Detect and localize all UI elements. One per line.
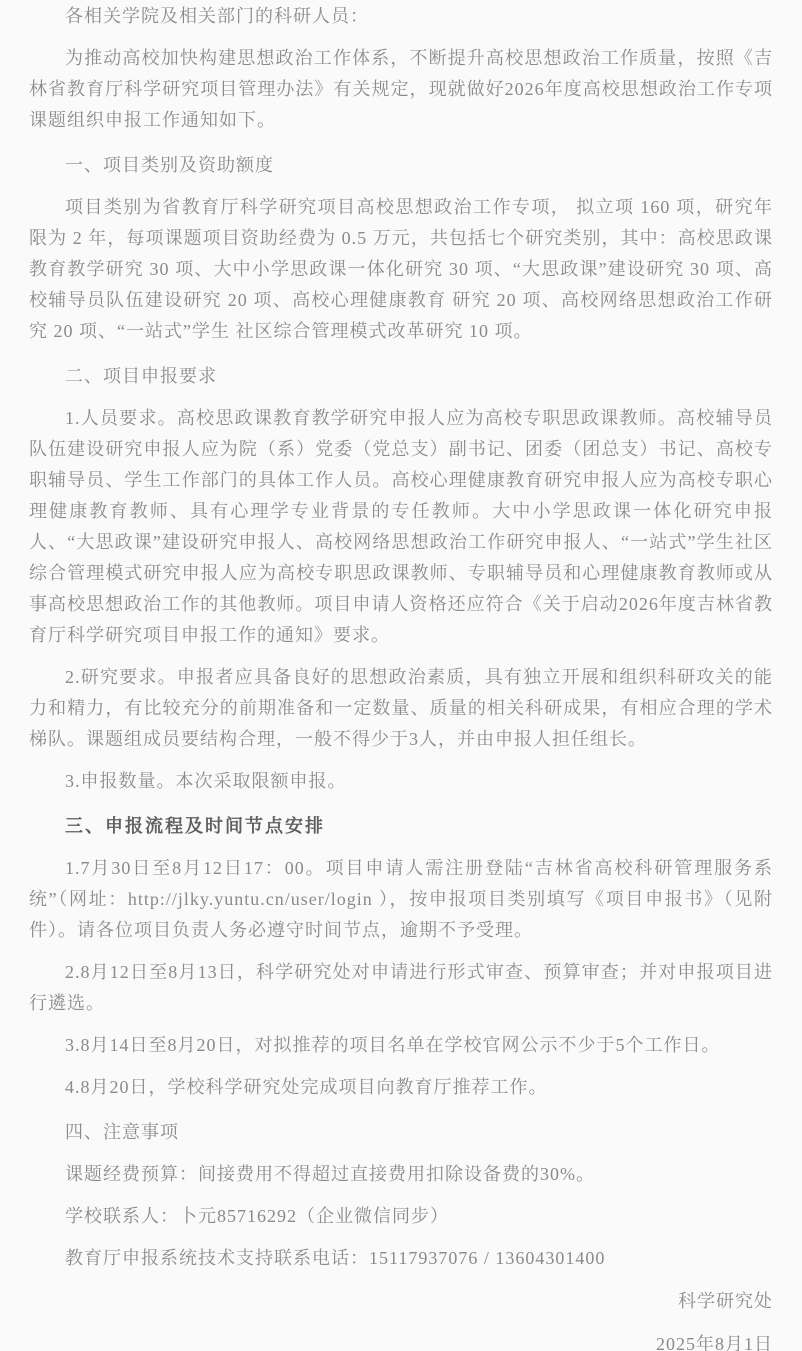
tech-support-paragraph: 教育厅申报系统技术支持联系电话：15117937076 / 13604301400 — [65, 1248, 606, 1268]
section-2-paragraph: 2.研究要求。申报者应具备良好的思想政治素质，具有独立开展和组织科研攻关的能力和精力，有比较充分的前期准备和一定数量、质量的相关科研成果，有相应合理的学术梯队。课题组成员要结构合理，一般不得少于3人，并由申报人担任组长。 — [29, 667, 773, 749]
section-3-heading: 三、申报流程及时间节点安排 — [65, 816, 325, 836]
school-contact-paragraph: 学校联系人：卜元85716292（企业微信同步） — [65, 1206, 449, 1226]
signature-org: 科学研究处 — [678, 1291, 773, 1311]
section-1-paragraph: 项目类别为省教育厅科学研究项目高校思想政治工作专项， 拟立项 160 项，研究年限为 2 年，每项课题项目资助经费为 0.5 万元，共包括七个研究类别，其中：高校思政课教育教学研究 30 项、大中小学思政课一体化研究 30 项、“大思政课”建设研究 30 项、高校辅导员队伍建设研究 20 项、高校心理健康教育 研究 20 项、高校网络思想政治工作研究 20 项、“一站式”学生 社区综合管理模式改革研究 10 项。 — [29, 197, 773, 341]
section-3-paragraph: 3.8月14日至8月20日，对拟推荐的项目名单在学校官网公示不少于5个工作日。 — [65, 1035, 721, 1055]
intro-paragraph: 为推动高校加快构建思想政治工作体系，不断提升高校思想政治工作质量，按照《吉林省教育厅科学研究项目管理办法》有关规定，现就做好2026年度高校思想政治工作专项课题组织申报工作通知如下。 — [29, 48, 773, 130]
section-3-paragraph: 1.7月30日至8月12日17：00。项目申请人需注册登陆“吉林省高校科研管理服务系统”（网址：http://jlky.yuntu.cn/user/login ），按申报项目类别填写《项目申报书》（见附件）。请各位项目负责人务必遵守时间节点，逾期不予受理。 — [29, 858, 773, 940]
section-3-paragraph: 2.8月12日至8月13日，科学研究处对申请进行形式审查、预算审查；并对申报项目进行遴选。 — [29, 962, 773, 1013]
section-4-heading: 四、注意事项 — [65, 1122, 179, 1142]
section-1-heading: 一、项目类别及资助额度 — [65, 155, 274, 175]
salutation: 各相关学院及相关部门的科研人员： — [65, 6, 369, 26]
section-2-paragraph: 3.申报数量。本次采取限额申报。 — [65, 771, 347, 791]
section-2-paragraph: 1.人员要求。高校思政课教育教学研究申报人应为高校专职思政课教师。高校辅导员队伍建设研究申报人应为院（系）党委（党总支）副书记、团委（团总支）书记、高校专职辅导员、学生工作部门的具体工作人员。高校心理健康教育研究申报人应为高校专职心理健康教育教师、具有心理学专业背景的专任教师。大中小学思政课一体化研究申报人、“大思政课”建设研究申报人、高校网络思想政治工作研究申报人、“一站式”学生社区综合管理模式研究申报人应为高校专职思政课教师、专职辅导员和心理健康教育教师或从事高校思想政治工作的其他教师。项目申请人资格还应符合《关于启动2026年度吉林省教育厅科学研究项目申报工作的通知》要求。 — [29, 408, 773, 645]
section-3-paragraph: 4.8月20日，学校科学研究处完成项目向教育厅推荐工作。 — [65, 1077, 548, 1097]
section-2-heading: 二、项目申报要求 — [65, 366, 217, 386]
signature-date: 2025年8月1日 — [656, 1334, 773, 1351]
budget-note-paragraph: 课题经费预算：间接费用不得超过直接费用扣除设备费的30%。 — [65, 1164, 595, 1184]
